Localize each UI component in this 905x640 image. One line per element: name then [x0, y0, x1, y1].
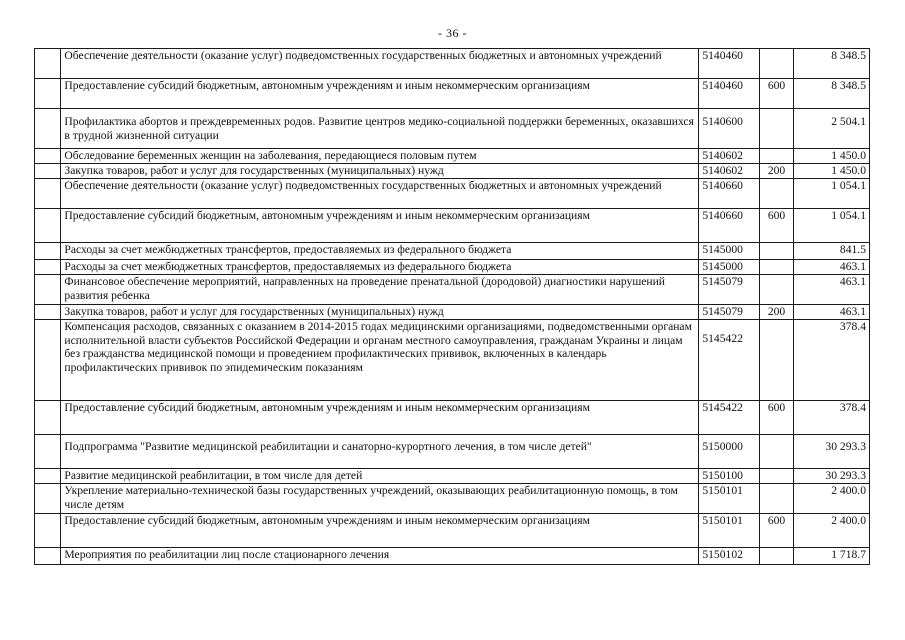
- expense-name: Мероприятия по реабилитации лиц после стационарного лечения: [61, 548, 699, 565]
- target-code-text: 5150000: [702, 440, 743, 453]
- expense-name: Предоставление субсидий бюджетным, автономным учреждениям и иным некоммерческим организациям: [61, 209, 699, 243]
- expense-name: [61, 435, 699, 469]
- amount: 8 348.5: [793, 49, 869, 79]
- row-marker-cell: [35, 179, 61, 209]
- expense-type: [760, 179, 794, 209]
- target-code: 5140460: [699, 49, 760, 79]
- row-marker-cell: [35, 164, 61, 179]
- target-code: 5140460: [699, 79, 760, 109]
- target-code: 5145000: [699, 260, 760, 275]
- table-row: [35, 401, 870, 435]
- table-row: [35, 179, 870, 209]
- table-row: [35, 149, 870, 164]
- target-code: 5145079: [699, 275, 760, 305]
- expense-type: [760, 49, 794, 79]
- target-code: 5145079: [699, 305, 760, 320]
- row-marker-cell: [35, 260, 61, 275]
- expense-name-text: Профилактика абортов и преждевременных родов. Развитие центров медико-социальной поддержки беременных, оказавшихся в трудной жизненной ситуации: [64, 115, 694, 142]
- expense-name: Обеспечение деятельности (оказание услуг) подведомственных государственных бюджетных и автономных учреждений: [61, 49, 699, 79]
- expense-name: Предоставление субсидий бюджетным, автономным учреждениям и иным некоммерческим организациям: [61, 401, 699, 435]
- page-number: - 36 -: [438, 26, 467, 40]
- target-code: 5150101: [699, 514, 760, 548]
- table-row: [35, 49, 870, 79]
- table-row: [35, 305, 870, 320]
- target-code-text: 5145422: [702, 332, 743, 345]
- table-row: [35, 484, 870, 514]
- expense-type: 200: [760, 305, 794, 320]
- amount: 2 400.0: [793, 514, 869, 548]
- table-row: [35, 243, 870, 260]
- target-code: 5145000: [699, 243, 760, 260]
- expense-type: [760, 109, 794, 149]
- row-marker-cell: [35, 320, 61, 401]
- table-row: [35, 548, 870, 565]
- expense-type: [760, 435, 794, 469]
- expense-type: [760, 548, 794, 565]
- row-marker-cell: [35, 149, 61, 164]
- expense-type: [760, 243, 794, 260]
- expense-name: Расходы за счет межбюджетных трансфертов, предоставляемых из федерального бюджета: [61, 243, 699, 260]
- expense-type: 200: [760, 164, 794, 179]
- table-row: [35, 435, 870, 469]
- target-code: 5150102: [699, 548, 760, 565]
- amount: 463.1: [793, 275, 869, 305]
- target-code: 5145422: [699, 401, 760, 435]
- expense-type: [760, 469, 794, 484]
- target-code: 5140660: [699, 209, 760, 243]
- amount: 1 450.0: [793, 149, 869, 164]
- row-marker-cell: [35, 469, 61, 484]
- expense-name: Обеспечение деятельности (оказание услуг) подведомственных государственных бюджетных и автономных учреждений: [61, 179, 699, 209]
- expense-type: [760, 320, 794, 401]
- table-row: [35, 209, 870, 243]
- amount: [793, 109, 869, 149]
- amount: 1 054.1: [793, 209, 869, 243]
- amount: 1 718.7: [793, 548, 869, 565]
- row-marker-cell: [35, 79, 61, 109]
- table-row: [35, 320, 870, 401]
- expense-name: [61, 109, 699, 149]
- table-row: [35, 275, 870, 305]
- row-marker-cell: [35, 209, 61, 243]
- expense-name: Развитие медицинской реабилитации, в том числе для детей: [61, 469, 699, 484]
- amount: 463.1: [793, 305, 869, 320]
- expense-name: Обследование беременных женщин на заболевания, передающиеся половым путем: [61, 149, 699, 164]
- row-marker-cell: [35, 275, 61, 305]
- target-code: 5150100: [699, 469, 760, 484]
- amount: 1 450.0: [793, 164, 869, 179]
- amount: 8 348.5: [793, 79, 869, 109]
- expense-type: [760, 149, 794, 164]
- target-code: [699, 320, 760, 401]
- row-marker-cell: [35, 435, 61, 469]
- expense-name: Закупка товаров, работ и услуг для государственных (муниципальных) нужд: [61, 305, 699, 320]
- amount: 463.1: [793, 260, 869, 275]
- table-row: [35, 514, 870, 548]
- target-code: 5150101: [699, 484, 760, 514]
- expense-type: 600: [760, 514, 794, 548]
- amount: 378.4: [793, 320, 869, 401]
- row-marker-cell: [35, 109, 61, 149]
- expense-name: Финансовое обеспечение мероприятий, направленных на проведение пренатальной (дородовой) диагностики нарушений развития ребенка: [61, 275, 699, 305]
- target-code: [699, 435, 760, 469]
- target-code-text: 5140600: [702, 115, 743, 128]
- amount-text: 30 293.3: [825, 440, 866, 453]
- row-marker-cell: [35, 484, 61, 514]
- expense-name-text: Подпрограмма "Развитие медицинской реабилитации и санаторно-курортного лечения, в том числе детей": [64, 440, 592, 453]
- row-marker-cell: [35, 305, 61, 320]
- expense-name: Предоставление субсидий бюджетным, автономным учреждениям и иным некоммерческим организациям: [61, 514, 699, 548]
- target-code: 5140602: [699, 164, 760, 179]
- expense-type: [760, 275, 794, 305]
- expense-type: 600: [760, 79, 794, 109]
- expense-name: Расходы за счет межбюджетных трансфертов, предоставляемых из федерального бюджета: [61, 260, 699, 275]
- row-marker-cell: [35, 243, 61, 260]
- amount: [793, 435, 869, 469]
- expense-type: [760, 260, 794, 275]
- amount-text: 2 504.1: [831, 115, 866, 128]
- table-row: [35, 164, 870, 179]
- target-code: 5140602: [699, 149, 760, 164]
- amount: 378.4: [793, 401, 869, 435]
- row-marker-cell: [35, 49, 61, 79]
- expense-name: Компенсация расходов, связанных с оказанием в 2014-2015 годах медицинскими организациями, подведомственными органам исполнительной власти субъектов Российской Федерации и органам местного самоуправления, гражданам Украины и лицам без гражданства медицинской помощи и проведением профилактических прививок, включенных в календарь профилактических прививок по эпидемическим показаниям: [61, 320, 699, 401]
- expense-type: 600: [760, 401, 794, 435]
- amount: 841.5: [793, 243, 869, 260]
- row-marker-cell: [35, 548, 61, 565]
- row-marker-cell: [35, 514, 61, 548]
- budget-table: [34, 48, 870, 565]
- table-row: [35, 79, 870, 109]
- table-row: [35, 109, 870, 149]
- expense-name: Закупка товаров, работ и услуг для государственных (муниципальных) нужд: [61, 164, 699, 179]
- table-row: [35, 469, 870, 484]
- amount: 1 054.1: [793, 179, 869, 209]
- expense-name: Укрепление материально-технической базы государственных учреждений, оказывающих реабилитационную помощь, в том числе детям: [61, 484, 699, 514]
- amount: 30 293.3: [793, 469, 869, 484]
- target-code: [699, 109, 760, 149]
- table-row: [35, 260, 870, 275]
- row-marker-cell: [35, 401, 61, 435]
- expense-type: 600: [760, 209, 794, 243]
- expense-name: Предоставление субсидий бюджетным, автономным учреждениям и иным некоммерческим организациям: [61, 79, 699, 109]
- target-code: 5140660: [699, 179, 760, 209]
- expense-type: [760, 484, 794, 514]
- amount: 2 400.0: [793, 484, 869, 514]
